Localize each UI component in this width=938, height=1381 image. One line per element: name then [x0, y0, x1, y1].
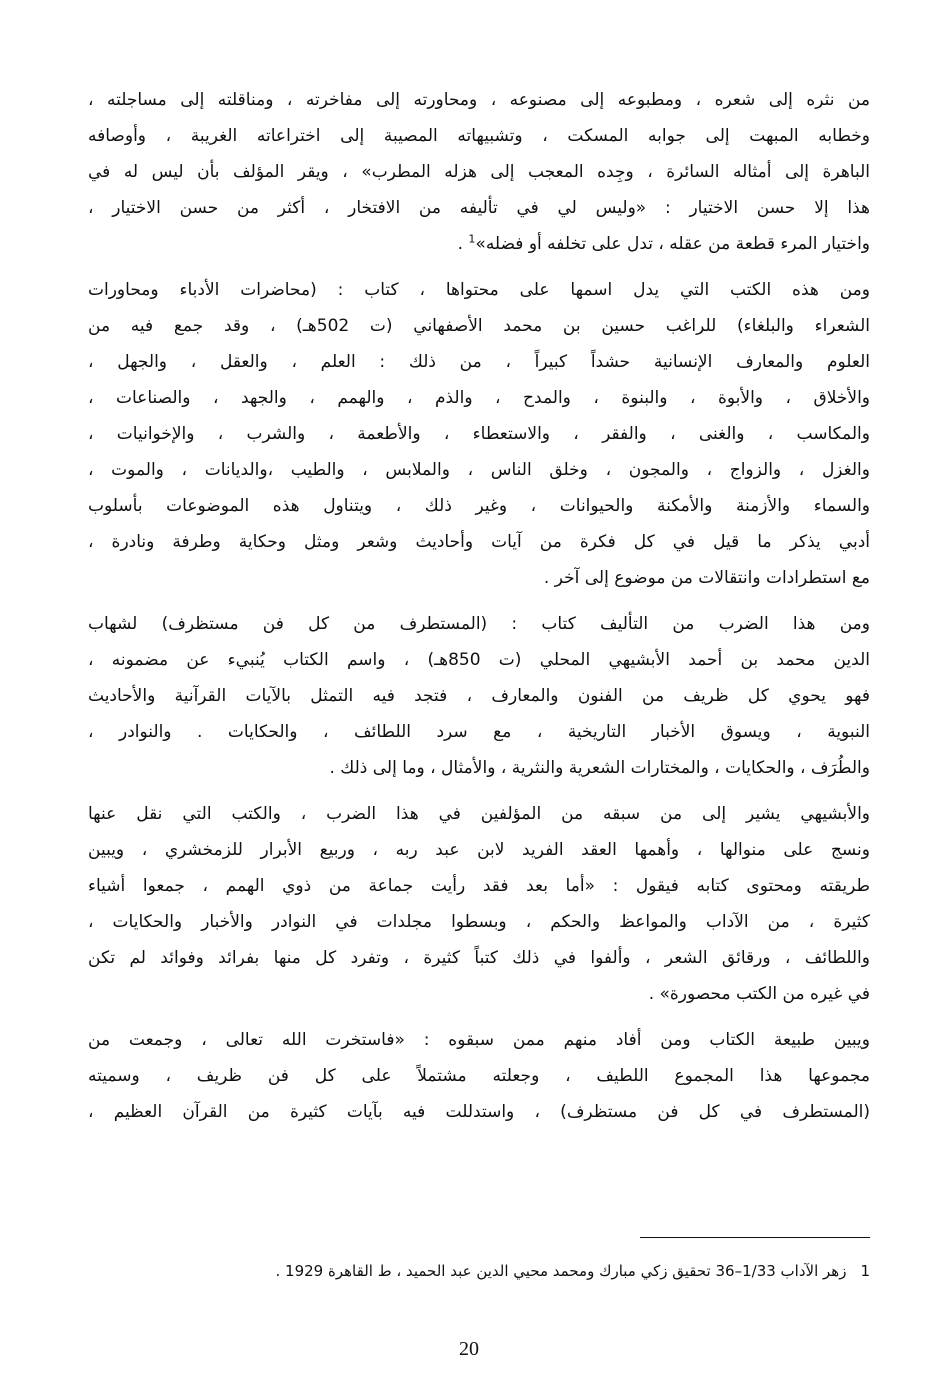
- text-line: [88, 832, 870, 868]
- line-text: مجموعها هذا المجموع اللطيف ، وجعلته مشتملاً على كل فن ظريف ، وسميته: [88, 1066, 870, 1086]
- footnote-text: زهر الآداب 1/33–36 تحقيق زكي مبارك ومحمد محيي الدين عبد الحميد ، ط القاهرة 1929 .: [275, 1262, 847, 1280]
- text-line: [88, 524, 870, 560]
- footnote-divider: [640, 1237, 870, 1238]
- line-text: (المستطرف في كل فن مستظرف) ، واستدللت فيه بآيات كثيرة من القرآن العظيم ،: [88, 1102, 870, 1122]
- text-line: [88, 976, 870, 1012]
- text-line: [88, 118, 870, 154]
- line-text: واختيار المرء قطعة من عقله ، تدل على تخلفه أو فضله»: [475, 234, 870, 254]
- line-text: الدين محمد بن أحمد الأبشيهي المحلي (ت 850هـ) ، واسم الكتاب يُنبيء عن مضمونه ،: [88, 650, 870, 670]
- text-line: [88, 642, 870, 678]
- text-line: [88, 190, 870, 226]
- paragraph: [88, 82, 870, 262]
- text-line: [88, 488, 870, 524]
- line-text: فهو يحوي كل ظريف من الفنون والمعارف ، فتجد فيه التمثل بالآيات القرآنية والأحاديث: [88, 686, 870, 706]
- line-text: في غيره من الكتب محصورة» .: [648, 984, 870, 1004]
- line-text: الباهرة إلى أمثاله السائرة ، وجِده المعجب إلى هزله المطرب» ، ويقر المؤلف بأن ليس له في: [88, 162, 870, 182]
- text-line: [88, 1094, 870, 1130]
- line-text: طريقته ومحتوى كتابه فيقول : «أما بعد فقد رأيت جماعة من ذوي الهمم ، جمعوا أشياء: [88, 876, 870, 896]
- line-text: الشعراء والبلغاء) للراغب حسين بن محمد الأصفهاني (ت 502هـ) ، وقد جمع فيه من: [88, 316, 870, 336]
- line-text: والطُرَف ، والحكايات ، والمختارات الشعرية والنثرية ، والأمثال ، وما إلى ذلك .: [329, 758, 870, 778]
- line-text: والأخلاق ، والأبوة ، والبنوة ، والمدح ، والذم ، والهمم ، والجهد ، والصناعات ،: [88, 388, 870, 408]
- line-text: النبوية ، ويسوق الأخبار التاريخية ، مع سرد اللطائف ، والحكايات . والنوادر ،: [88, 722, 870, 742]
- line-text: العلوم والمعارف الإنسانية حشداً كبيراً ، من ذلك : العلم ، والعقل ، والجهل ،: [88, 352, 870, 372]
- paragraph: [88, 796, 870, 1012]
- text-line: [88, 606, 870, 642]
- text-line: [88, 344, 870, 380]
- text-line: [88, 1022, 870, 1058]
- paragraph: [88, 1022, 870, 1130]
- text-line: [88, 154, 870, 190]
- text-line: [88, 226, 870, 262]
- line-text: أدبي يذكر ما قيل في كل فكرة من آيات وأحاديث وشعر ومثل وحكاية وطرفة ونادرة ،: [88, 532, 870, 552]
- line-text: والأبشيهي يشير إلى من سبقه من المؤلفين في هذا الضرب ، والكتب التي نقل عنها: [88, 804, 870, 824]
- text-line: [88, 380, 870, 416]
- line-text: ومن هذه الكتب التي يدل اسمها على محتواها ، كتاب : (محاضرات الأدباء ومحاورات: [88, 280, 870, 300]
- line-text: والسماء والأزمنة والأمكنة والحيوانات ، وغير ذلك ، ويتناول هذه الموضوعات بأسلوب: [88, 496, 870, 516]
- line-text: وخطابه المبهت إلى جوابه المسكت ، وتشبيهاته المصيبة إلى اختراعاته الغريبة ، وأوصافه: [88, 126, 870, 146]
- text-line: [88, 308, 870, 344]
- text-line: [88, 904, 870, 940]
- footnote-number: 1: [860, 1262, 870, 1280]
- text-line: [88, 796, 870, 832]
- text-line: [88, 272, 870, 308]
- text-line: [88, 868, 870, 904]
- line-text: كثيرة ، من الآداب والمواعظ والحكم ، وبسطوا مجلدات في النوادر والأخبار والحكايات ،: [88, 912, 870, 932]
- line-tail: .: [457, 234, 469, 254]
- text-line: [88, 714, 870, 750]
- line-text: ونسج على منوالها ، وأهمها العقد الفريد لابن عبد ربه ، وربيع الأبرار للزمخشري ، ويبين: [88, 840, 870, 860]
- text-line: [88, 452, 870, 488]
- text-line: [88, 416, 870, 452]
- paragraph: [88, 272, 870, 596]
- body-text: [88, 82, 870, 1140]
- paragraph: [88, 606, 870, 786]
- line-text: والغزل ، والزواج ، والمجون ، وخلق الناس ، والملابس ، والطيب ،والديانات ، والموت ،: [88, 460, 870, 480]
- line-text: هذا إلا حسن الاختيار : «وليس لي في تأليفه من الافتخار ، أكثر من حسن الاختيار ،: [88, 198, 870, 218]
- line-text: ومن هذا الضرب من التأليف كتاب : (المستطرف من كل فن مستظرف) لشهاب: [88, 614, 870, 634]
- line-text: مع استطرادات وانتقالات من موضوع إلى آخر .: [543, 568, 870, 588]
- text-line: [88, 1058, 870, 1094]
- page-number: 20: [459, 1338, 479, 1360]
- text-line: [88, 678, 870, 714]
- text-line: [88, 750, 870, 786]
- text-line: [88, 940, 870, 976]
- text-line: [88, 82, 870, 118]
- line-text: واللطائف ، ورقائق الشعر ، وألفوا في ذلك كتباً كثيرة ، وتفرد كل منها بفرائد وفوائد لم تكن: [88, 948, 870, 968]
- footnote-reference[interactable]: 1: [468, 232, 476, 246]
- line-text: ويبين طبيعة الكتاب ومن أفاد منهم ممن سبقوه : «فاستخرت الله تعالى ، وجمعت من: [88, 1030, 870, 1050]
- text-line: [88, 560, 870, 596]
- footnote: [275, 1262, 870, 1280]
- line-text: من نثره إلى شعره ، ومطبوعه إلى مصنوعه ، ومحاورته إلى مفاخرته ، ومناقلته إلى مساجلته ،: [88, 90, 870, 110]
- line-text: والمكاسب ، والغنى ، والفقر ، والاستعطاء ، والأطعمة ، والشرب ، والإخوانيات ،: [88, 424, 870, 444]
